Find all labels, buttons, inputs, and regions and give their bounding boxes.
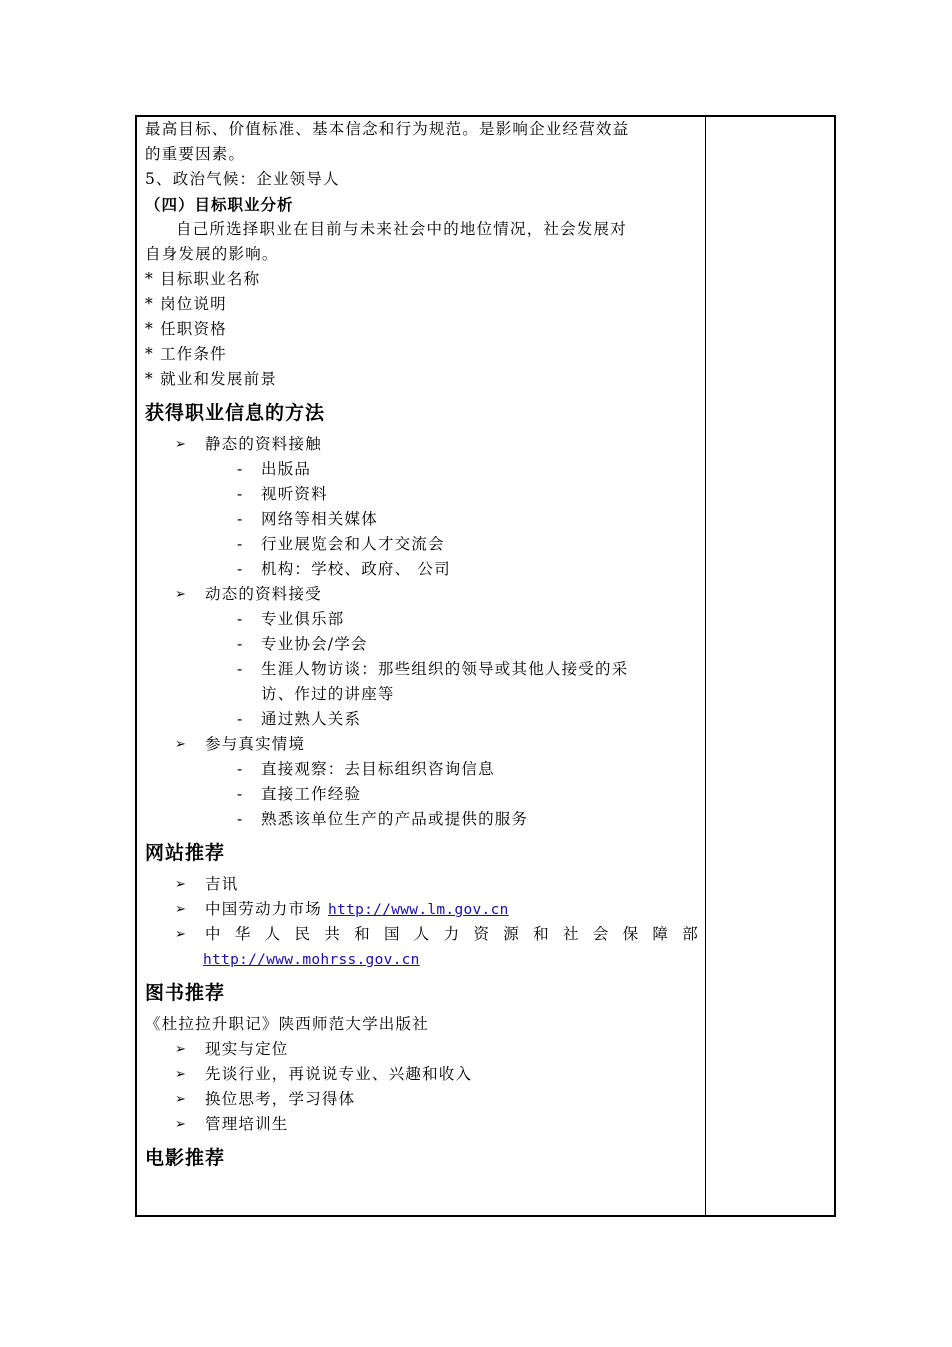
dash-text: 机构：学校、政府、 公司	[261, 560, 451, 578]
spread-char: 人	[413, 925, 431, 943]
website-link[interactable]: http://www.lm.gov.cn	[328, 902, 509, 918]
bullet-item	[145, 732, 701, 757]
dash-text: 视听资料	[261, 485, 328, 503]
dash-item-continuation	[145, 682, 701, 707]
bullet-item	[145, 1062, 701, 1087]
spread-char: 资	[473, 925, 491, 943]
dash-text: 网络等相关媒体	[261, 510, 378, 528]
movies-title: 电影推荐	[145, 1147, 226, 1169]
spread-char: 保	[622, 925, 640, 943]
dash-item	[145, 482, 701, 507]
bullet-item	[145, 432, 701, 457]
star-item: * 任职资格	[145, 320, 227, 338]
bullet-item	[145, 1112, 701, 1137]
website-link[interactable]: http://www.mohrss.gov.cn	[203, 952, 420, 968]
bullet-label: 换位思考，学习得体	[205, 1090, 356, 1108]
dash-mark: -	[237, 610, 244, 628]
dash-item	[145, 607, 701, 632]
spread-char: 华	[234, 925, 252, 943]
bullet-label: 静态的资料接触	[205, 435, 322, 453]
dash-mark: -	[237, 460, 244, 478]
dash-mark: -	[237, 560, 244, 578]
dash-mark: -	[237, 535, 244, 553]
table-left-cell	[145, 117, 701, 1177]
dash-item	[145, 657, 701, 682]
dash-item	[145, 557, 701, 582]
bullet-label: 管理培训生	[205, 1115, 289, 1133]
dash-mark: -	[237, 510, 244, 528]
arrow-bullet-icon: ➢	[175, 1042, 188, 1057]
spread-char: 民	[294, 925, 312, 943]
bullet-item	[145, 1037, 701, 1062]
dash-item	[145, 707, 701, 732]
column-divider	[705, 117, 706, 1215]
section-4-para-line-1: 自己所选择职业在目前与未来社会中的地位情况，社会发展对	[176, 220, 627, 238]
spread-char: 和	[533, 925, 550, 943]
methods-title: 获得职业信息的方法	[145, 402, 326, 424]
dash-item	[145, 457, 701, 482]
website-name-spread	[205, 922, 699, 947]
dash-text: 生涯人物访谈：那些组织的领导或其他人接受的采	[261, 660, 629, 678]
spread-char: 人	[264, 925, 282, 943]
dash-mark: -	[237, 660, 244, 678]
intro-line-2: 的重要因素。	[145, 145, 246, 163]
spread-char: 会	[592, 925, 610, 943]
dash-mark: -	[237, 485, 244, 503]
books-title: 图书推荐	[145, 982, 226, 1004]
section-4-title: （四）目标职业分析	[145, 195, 294, 214]
bullet-label: 现实与定位	[205, 1040, 289, 1058]
item-5: 5、政治气候：企业领导人	[145, 170, 340, 188]
arrow-bullet-icon: ➢	[175, 927, 188, 942]
star-item: * 目标职业名称	[145, 270, 261, 288]
website-link-line	[145, 947, 701, 972]
arrow-bullet-icon: ➢	[175, 1067, 188, 1082]
arrow-bullet-icon: ➢	[175, 437, 188, 452]
dash-text: 专业俱乐部	[261, 610, 345, 628]
dash-text: 访、作过的讲座等	[261, 685, 395, 703]
dash-mark: -	[237, 785, 244, 803]
dash-item	[145, 532, 701, 557]
spread-char: 中	[205, 925, 222, 943]
dash-item	[145, 782, 701, 807]
bullet-label: 先谈行业，再说说专业、兴趣和收入	[205, 1065, 473, 1083]
bullet-item	[145, 1087, 701, 1112]
bullet-item	[145, 922, 701, 947]
section-4-para-line-2: 自身发展的影响。	[145, 245, 279, 263]
dash-mark: -	[237, 710, 244, 728]
dash-text: 直接工作经验	[261, 785, 362, 803]
dash-text: 专业协会/学会	[261, 635, 368, 653]
spread-char: 社	[562, 925, 580, 943]
spread-char: 共	[324, 925, 342, 943]
spread-char: 障	[652, 925, 670, 943]
document-table	[135, 115, 836, 1217]
dash-text: 直接观察：去目标组织咨询信息	[261, 760, 495, 778]
arrow-bullet-icon: ➢	[175, 1117, 188, 1132]
star-item: * 工作条件	[145, 345, 227, 363]
spread-char: 部	[682, 925, 699, 943]
dash-text: 通过熟人关系	[261, 710, 362, 728]
arrow-bullet-icon: ➢	[175, 1092, 188, 1107]
websites-title: 网站推荐	[145, 842, 226, 864]
arrow-bullet-icon: ➢	[175, 877, 188, 892]
dash-mark: -	[237, 760, 244, 778]
book-title: 《杜拉拉升职记》陕西师范大学出版社	[145, 1015, 429, 1033]
dash-mark: -	[237, 635, 244, 653]
bullet-item	[145, 582, 701, 607]
arrow-bullet-icon: ➢	[175, 587, 188, 602]
star-item: * 就业和发展前景	[145, 370, 277, 388]
bullet-item	[145, 897, 701, 922]
star-item: * 岗位说明	[145, 295, 227, 313]
arrow-bullet-icon: ➢	[175, 902, 188, 917]
arrow-bullet-icon: ➢	[175, 737, 188, 752]
dash-text: 行业展览会和人才交流会	[261, 535, 445, 553]
dash-item	[145, 507, 701, 532]
spread-char: 源	[503, 925, 520, 943]
spread-char: 力	[443, 925, 461, 943]
bullet-item	[145, 872, 701, 897]
spread-char: 国	[383, 925, 401, 943]
spread-char: 和	[354, 925, 371, 943]
dash-mark: -	[237, 810, 244, 828]
website-name: 中国劳动力市场	[205, 900, 329, 918]
dash-item	[145, 632, 701, 657]
dash-text: 熟悉该单位生产的产品或提供的服务	[261, 810, 529, 828]
dash-text: 出版品	[261, 460, 312, 478]
intro-line-1: 最高目标、价值标准、基本信念和行为规范。是影响企业经营效益	[145, 120, 630, 138]
dash-item	[145, 757, 701, 782]
bullet-label: 动态的资料接受	[205, 585, 322, 603]
website-name: 吉讯	[205, 875, 239, 893]
dash-item	[145, 807, 701, 832]
bullet-label: 参与真实情境	[205, 735, 306, 753]
